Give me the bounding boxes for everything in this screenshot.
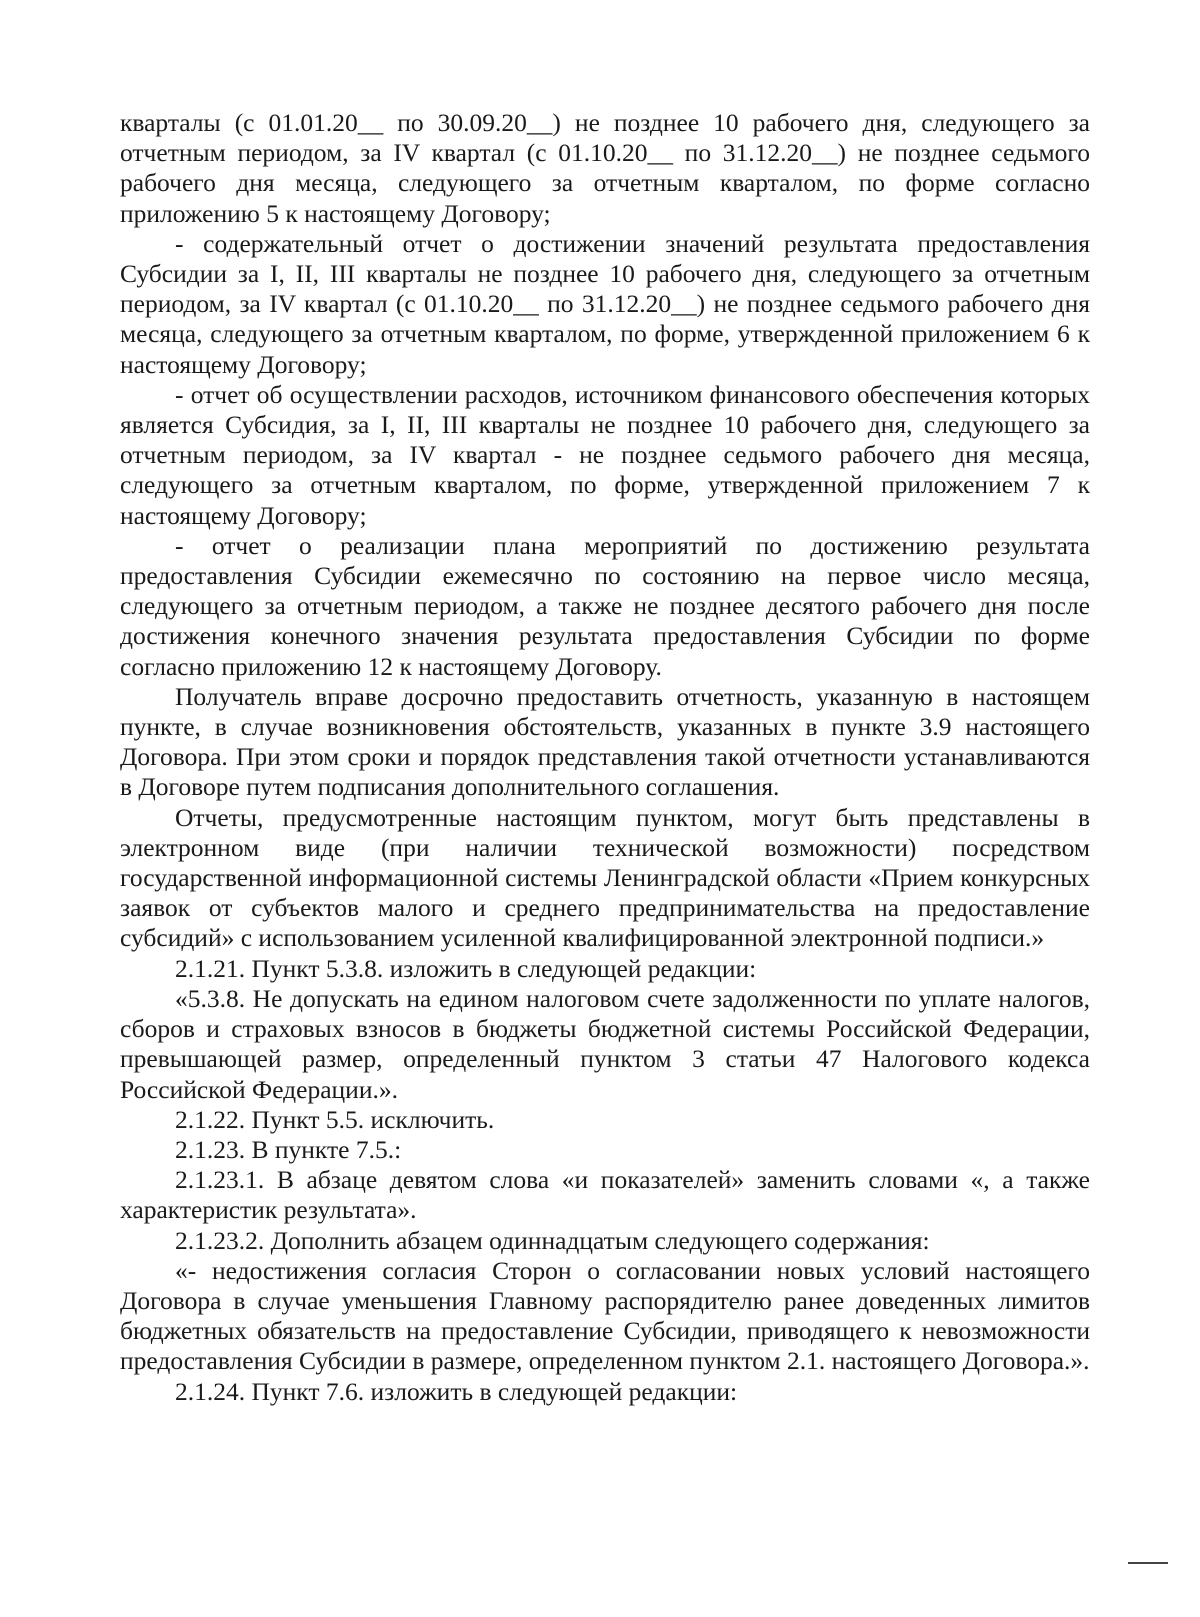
- paragraph-expenses-report: - отчет об осуществлении расходов, источником финансового обеспечения которых является Субсидия, за I, II, III кварталы не позднее 10 рабочего дня, следующего за отчетным периодом, за IV квартал - не позднее седьмого рабочего дня месяца, следующего за отчетным кварталом, по форме, утвержденной приложением 7 к настоящему Договору;: [120, 379, 1090, 530]
- paragraph-quarterly-financial-report-continuation: кварталы (с 01.01.20__ по 30.09.20__) не позднее 10 рабочего дня, следующего за отчетным периодом, за IV квартал (с 01.10.20__ по 31.12.20__) не позднее седьмого рабочего дня месяца, следующего за отчетным кварталом, по форме согласно приложению 5 к настоящему Договору;: [120, 108, 1090, 228]
- paragraph-action-plan-report: - отчет о реализации плана мероприятий по достижению результата предоставления Субсидии ежемесячно по состоянию на первое число месяца, следующего за отчетным периодом, а также не позднее десятого рабочего дня после достижения конечного значения результата предоставления Субсидии по форме согласно приложению 12 к настоящему Договору.: [120, 530, 1090, 681]
- paragraph-5-3-8-text: «5.3.8. Не допускать на едином налоговом счете задолженности по уплате налогов, сборов и страховых взносов в бюджеты бюджетной системы Российской Федерации, превышающей размер, определенный пунктом 3 статьи 47 Налогового кодекса Российской Федерации.».: [120, 983, 1090, 1104]
- paragraph-early-reporting: Получатель вправе досрочно предоставить отчетность, указанную в настоящем пункте, в случае возникновения обстоятельств, указанных в пункте 3.9 настоящего Договора. При этом сроки и порядок представления такой отчетности устанавливаются в Договоре путем подписания дополнительного соглашения.: [120, 681, 1090, 802]
- paragraph-2-1-23: 2.1.23. В пункте 7.5.:: [175, 1134, 402, 1164]
- paragraph-2-1-22: 2.1.22. Пункт 5.5. исключить.: [175, 1104, 495, 1134]
- paragraph-2-1-23-2: 2.1.23.2. Дополнить абзацем одиннадцатым следующего содержания:: [175, 1225, 930, 1255]
- paragraph-eleventh-clause-text: «- недостижения согласия Сторон о согласовании новых условий настоящего Договора в случае уменьшения Главному распорядителю ранее доведенных лимитов бюджетных обязательств на предоставление Субсидии, приводящего к невозможности предоставления Субсидии в размере, определенном пунктом 2.1. настоящего Договора.».: [120, 1255, 1090, 1376]
- paragraph-electronic-reports: Отчеты, предусмотренные настоящим пунктом, могут быть представлены в электронном виде (при наличии технической возможности) посредством государственной информационной системы Ленинградской области «Прием конкурсных заявок от субъектов малого и среднего предпринимательства на предоставление субсидий» с использованием усиленной квалифицированной электронной подписи.»: [120, 802, 1090, 953]
- document-body: [120, 108, 1090, 1407]
- paragraph-result-achievement-report: - содержательный отчет о достижении значений результата предоставления Субсидии за I, II, III кварталы не позднее 10 рабочего дня, следующего за отчетным периодом, за IV квартал (с 01.10.20__ по 31.12.20__) не позднее седьмого рабочего дня месяца, следующего за отчетным кварталом, по форме, утвержденной приложением 6 к настоящему Договору;: [120, 228, 1090, 379]
- scan-edge-mark: [1128, 1562, 1168, 1564]
- paragraph-2-1-24: 2.1.24. Пункт 7.6. изложить в следующей редакции:: [175, 1376, 738, 1406]
- paragraph-2-1-23-1: 2.1.23.1. В абзаце девятом слова «и показателей» заменить словами «, а также характеристик результата».: [120, 1165, 1090, 1225]
- paragraph-2-1-21: 2.1.21. Пункт 5.3.8. изложить в следующей редакции:: [175, 953, 757, 983]
